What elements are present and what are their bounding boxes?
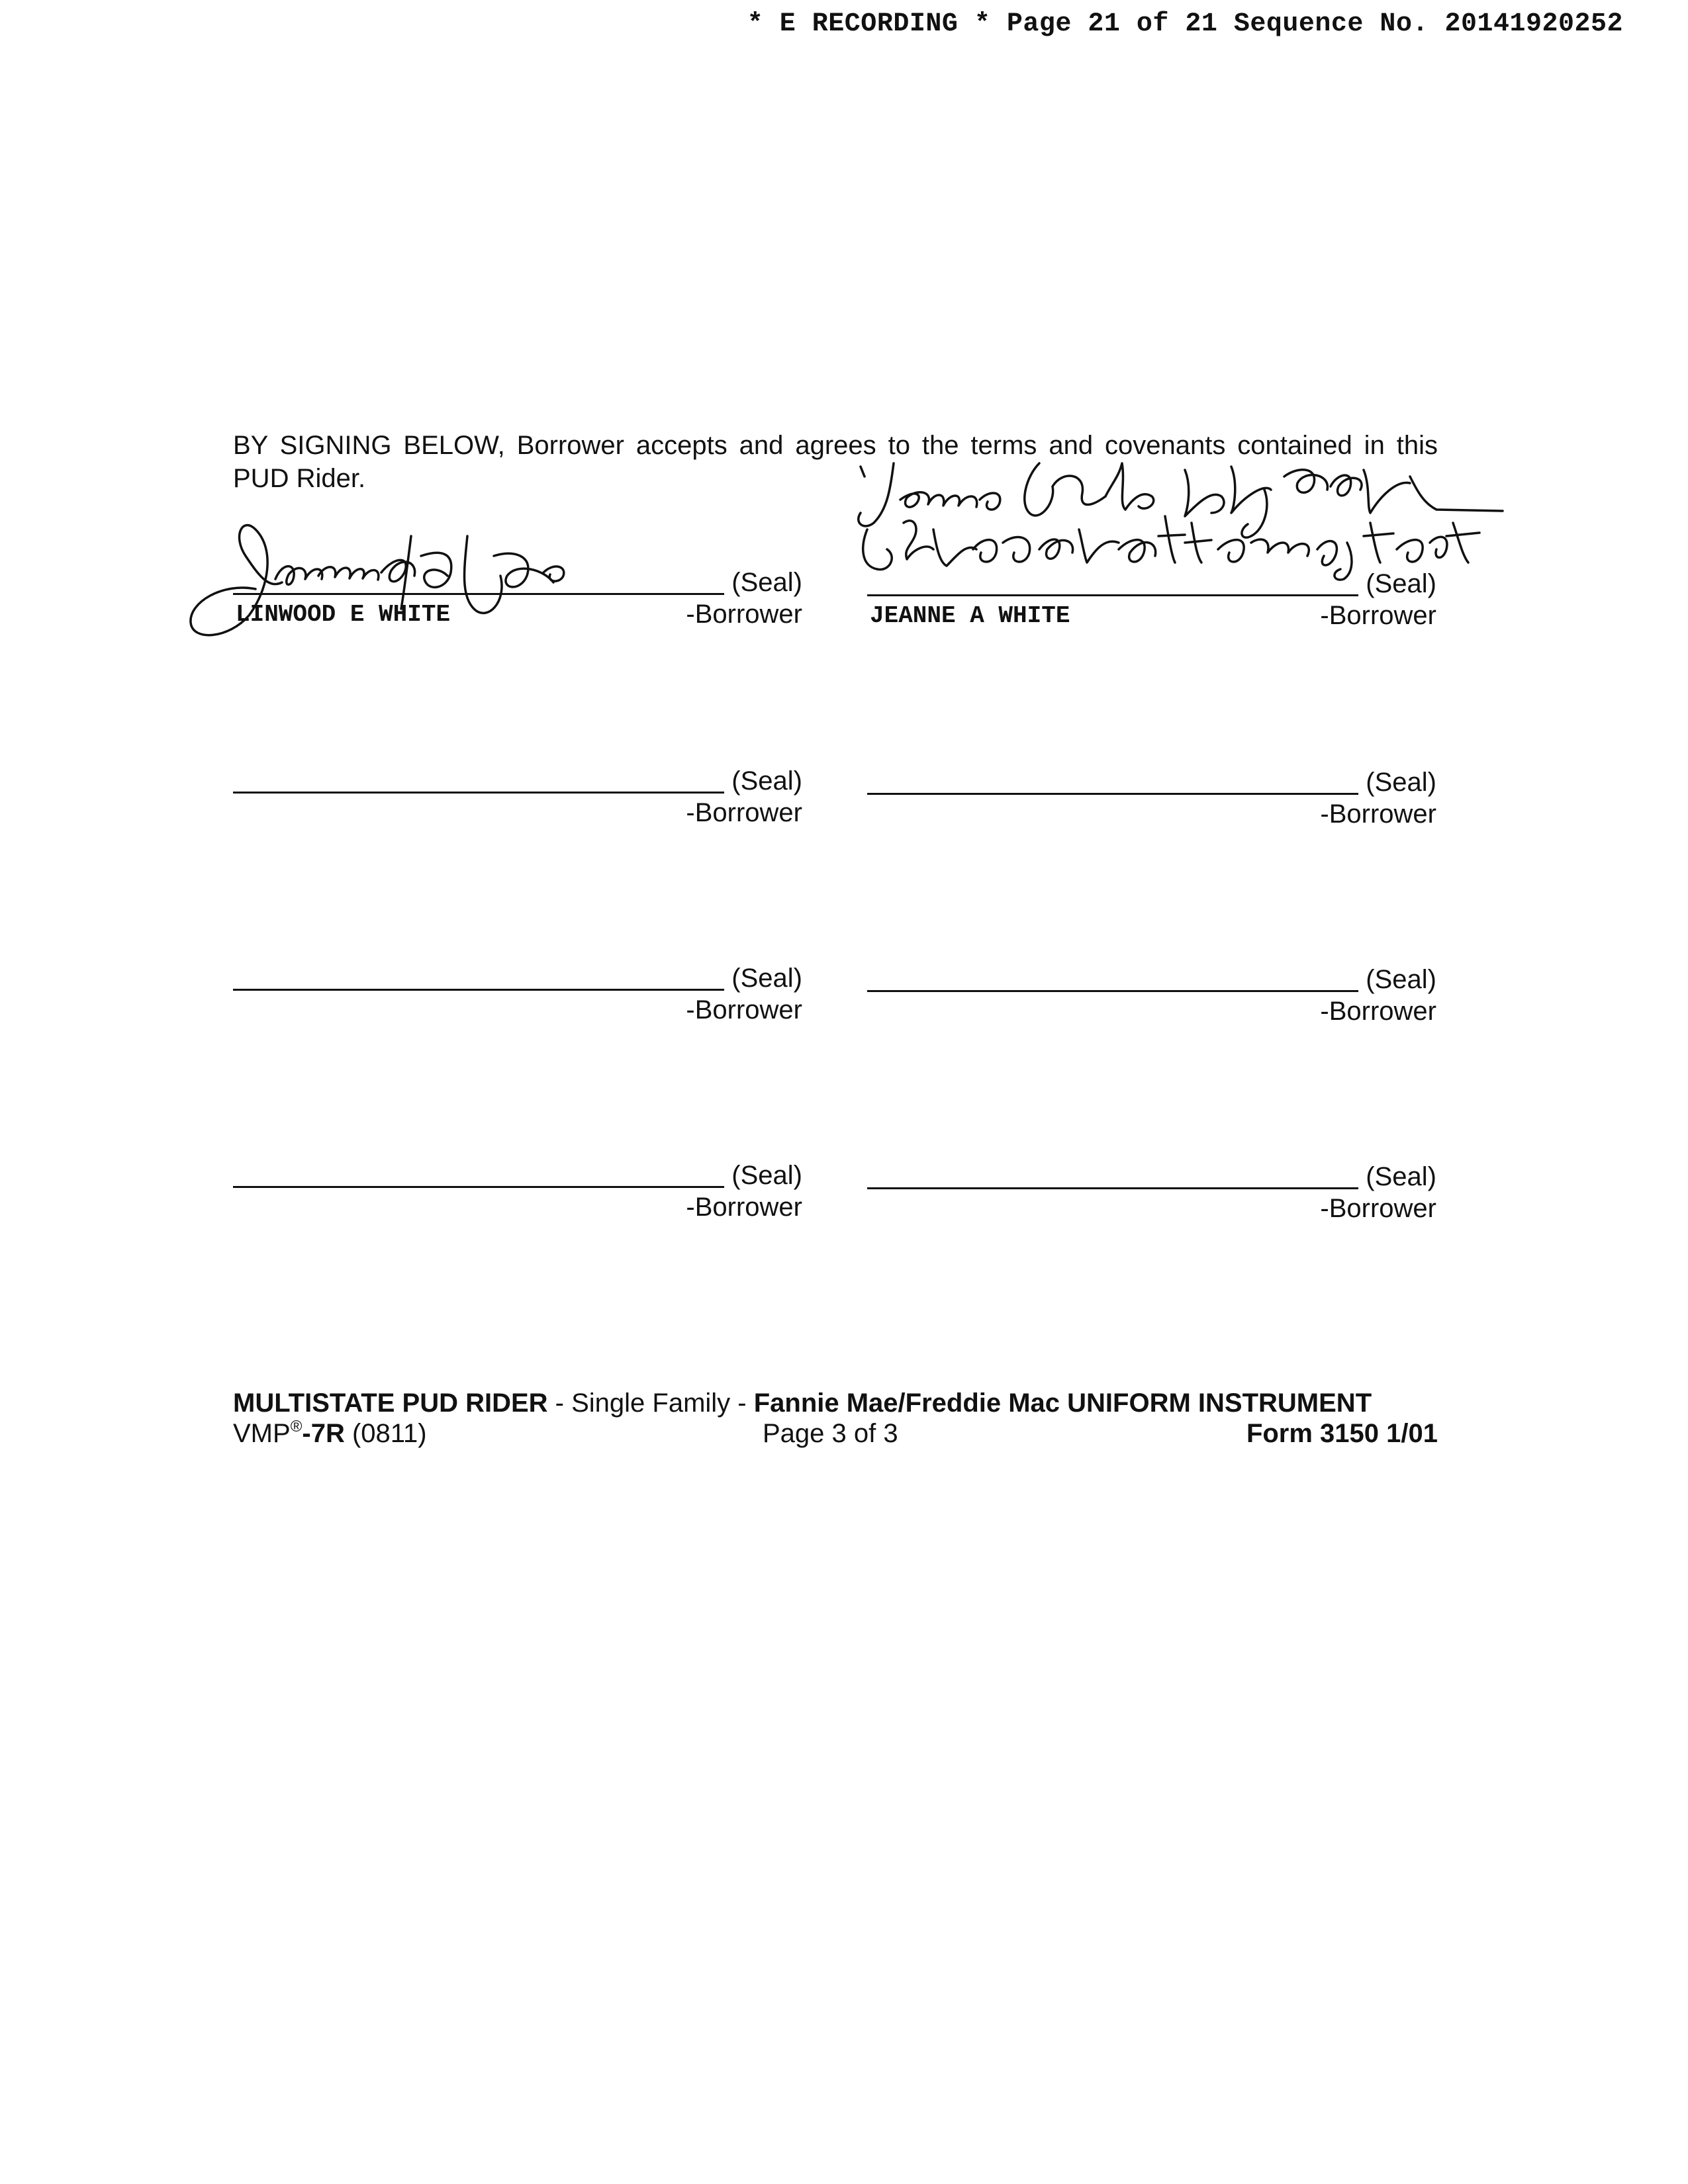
vmp-prefix: VMP — [233, 1419, 291, 1448]
footer-meta-line — [233, 1419, 1438, 1449]
seal-label: (Seal) — [731, 1161, 802, 1190]
signature-line — [233, 989, 724, 991]
footer-family-type: - Single Family - — [547, 1388, 754, 1418]
signing-statement: BY SIGNING BELOW, Borrower accepts and agrees to the terms and covenants contained in this PUD Rider. — [233, 431, 1438, 493]
footer-form-title: MULTISTATE PUD RIDER — [233, 1388, 548, 1418]
vmp-version: (0811) — [344, 1419, 427, 1448]
footer-instrument-title: Fannie Mae/Freddie Mac UNIFORM INSTRUMENT — [753, 1388, 1372, 1418]
borrower-label: -Borrower — [1320, 997, 1436, 1026]
signature-block-empty — [867, 768, 1436, 847]
borrower-name: LINWOOD E WHITE — [236, 601, 451, 628]
signature-block-empty — [233, 766, 802, 846]
seal-label: (Seal) — [731, 568, 802, 597]
signature-line — [867, 990, 1358, 992]
footer-form-number: Form 3150 1/01 — [1246, 1419, 1438, 1448]
borrower-label: -Borrower — [686, 600, 802, 629]
footer-title-line — [233, 1388, 1438, 1419]
seal-label: (Seal) — [1366, 965, 1436, 994]
borrower-label: -Borrower — [686, 1193, 802, 1222]
borrower-label: -Borrower — [686, 798, 802, 827]
signature-block-empty — [867, 965, 1436, 1044]
seal-label: (Seal) — [1366, 569, 1436, 598]
signature-line — [233, 1186, 724, 1188]
signature-line — [233, 792, 724, 794]
signature-line — [867, 1187, 1358, 1189]
borrower-label: -Borrower — [1320, 1194, 1436, 1223]
borrower-label: -Borrower — [1320, 601, 1436, 630]
signature-jeanne — [841, 450, 1509, 582]
signature-block-empty — [867, 1162, 1436, 1242]
borrower-name: JEANNE A WHITE — [870, 602, 1070, 629]
footer-page-number: Page 3 of 3 — [763, 1419, 898, 1448]
recording-header: * E RECORDING * Page 21 of 21 Sequence No. 20141920252 — [747, 9, 1623, 39]
signature-line — [867, 594, 1358, 596]
signature-line — [867, 793, 1358, 795]
seal-label: (Seal) — [731, 964, 802, 993]
seal-label: (Seal) — [1366, 1162, 1436, 1191]
borrower-label: -Borrower — [1320, 799, 1436, 829]
vmp-code-bold: -7R — [302, 1419, 345, 1448]
seal-label: (Seal) — [731, 766, 802, 796]
signature-block-empty — [233, 1161, 802, 1240]
signature-linwood — [183, 510, 580, 649]
signature-block-empty — [233, 964, 802, 1043]
form-footer — [233, 1388, 1438, 1449]
borrower-label: -Borrower — [686, 995, 802, 1024]
seal-label: (Seal) — [1366, 768, 1436, 797]
registered-mark: ® — [290, 1418, 303, 1435]
footer-vmp — [233, 1419, 427, 1448]
